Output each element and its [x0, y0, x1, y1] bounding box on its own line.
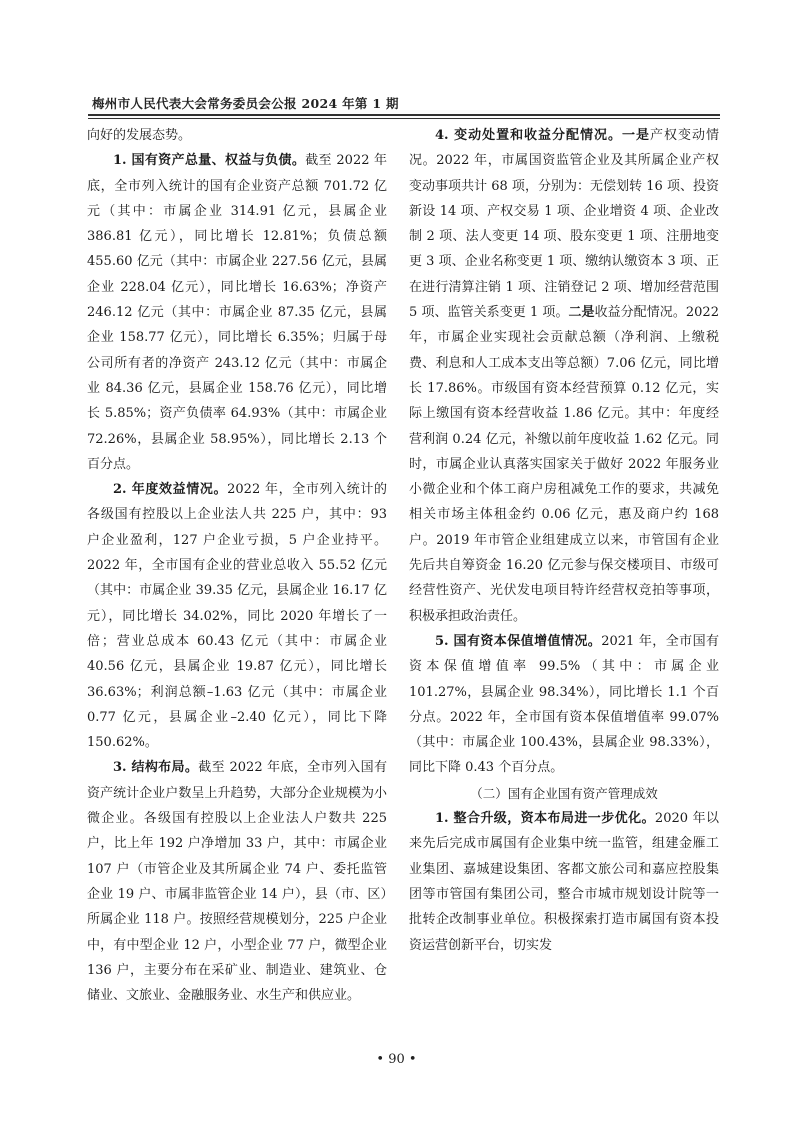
subsection-1-heading: 1. 整合升级，资本布局进一步优化。 [435, 811, 655, 827]
section-4-body-part2: 收益分配情况。2022 年，市属企业实现社会贡献总额（净利润、上缴税费、利息和人工成本支出等总额）7.06 亿元，同比增长 17.86%。市级国有资本经营预算 0.12 亿元，实际上缴国有资本经营收益 1.86 亿元。其中：年度经营利润 0.24 亿元，补缴以前年度收益 1.62 亿元。同时，市属企业认真落实国家关于做好 2022 年服务业小微企业和个体工商户房租减免工作的要求，共减免相关市场主体租金约 0.06 亿元，惠及商户约 168 户。2019 年市管企业组建成立以来，市管国有企业先后共自筹资金 16.20 亿元参与保交楼项目、市级可经营性资产、光伏发电项目特许经营权竞拍等事项，积极承担政治责任。 [409, 305, 719, 624]
subsection-title: （二）国有企业国有资产管理成效 [470, 785, 658, 801]
section-4-subheading: 二是 [568, 305, 595, 321]
section-5-body: 2021 年，全市国有资本保值增值率 99.5%（其中：市属企业 101.27%，县属企业 98.34%），同比增长 1.1 个百分点。2022 年，全市国有资本保值增值率 99.07%（其中：市属企业 100.43%，县属企业 98.33%），同比下降 0.43 个百分点。 [409, 633, 719, 776]
section-1-heading: 1. 国有资产总量、权益与负债。 [113, 153, 306, 169]
section-4-paragraph [409, 123, 719, 629]
section-5-heading: 5. 国有资本保值增值情况。 [435, 633, 602, 649]
paragraph-continuation: 向好的发展态势。 [87, 128, 192, 143]
section-4-body-part1: 产权变动情况。2022 年，市属国资监管企业及其所属企业产权变动事项共计 68 项，分别为：无偿划转 16 项、投资新设 14 项、产权交易 1 项、企业增资 4 项、企业改制 2 项、法人变更 14 项、股东变更 1 项、注册地变更 3 项、企业名称变更 1 项、缴纳认缴资本 3 项、正在进行清算注销 1 项、注销登记 2 项、增加经营范围 5 项、监管关系变更 1 项。 [409, 128, 719, 321]
bulletin-header: 梅州市人民代表大会常务委员会公报 2024 年第 1 期 [92, 96, 399, 111]
section-2-body: 2022 年，全市列入统计的各级国有控股以上企业法人共 225 户，其中：93 户企业盈利，127 户企业亏损，5 户企业持平。2022 年，全市国有企业的营业总收入 55.52 亿元（其中：市属企业 39.35 亿元，县属企业 16.17 亿元），同比增长 34.02%，同比 2020 年增长了一倍；营业总成本 60.43 亿元（其中：市属企业 40.56 亿元，县属企业 19.87 亿元），同比增长 36.63%；利润总额–1.63 亿元（其中：市属企业 0.77 亿元，县属企业–2.40 亿元），同比下降 150.62%。 [87, 482, 387, 751]
section-2-paragraph [87, 477, 387, 755]
subsection-1-paragraph [409, 806, 719, 958]
right-column [409, 123, 719, 958]
header-rule-thick [88, 114, 720, 116]
section-3-paragraph [87, 755, 387, 1008]
left-column [87, 123, 387, 1008]
page-number: • 90 • [376, 1052, 417, 1067]
section-3-heading: 3. 结构布局。 [113, 760, 199, 776]
section-1-paragraph [87, 148, 387, 477]
section-2-heading: 2. 年度效益情况。 [113, 482, 228, 498]
section-5-paragraph [409, 629, 719, 781]
header-rule-thin [88, 118, 720, 119]
subsection-1-body: 2020 年以来先后完成市属国有企业集中统一监管，组建金雁工业集团、嘉城建设集团、客都文旅公司和嘉应控股集团等市管国有集团公司，整合市城市规划设计院等一批转企改制事业单位。积极探索打造市属国有资本投资运营创新平台，切实发 [409, 811, 719, 953]
section-1-body: 截至 2022 年底，全市列入统计的国有企业资产总额 701.72 亿元（其中：市属企业 314.91 亿元，县属企业 386.81 亿元），同比增长 12.81%；负债总额 455.60 亿元（其中：市属企业 227.56 亿元，县属企业 228.04 亿元），同比增长 16.63%；净资产 246.12 亿元（其中：市属企业 87.35 亿元，县属企业 158.77 亿元），同比增长 6.35%；归属于母公司所有者的净资产 243.12 亿元（其中：市属企业 84.36 亿元，县属企业 158.76 亿元），同比增长 5.85%；资产负债率 64.93%（其中：市属企业 72.26%，县属企业 58.95%），同比增长 2.13 个百分点。 [87, 153, 387, 472]
section-3-body: 截至 2022 年底，全市列入国有资产统计企业户数呈上升趋势，大部分企业规模为小微企业。各级国有控股以上企业法人户数共 225 户，比上年 192 户净增加 33 户，其中：市属企业 107 户（市管企业及其所属企业 74 户、委托监管企业 19 户、市属非监管企业 14 户），县（市、区）所属企业 118 户。按照经营规模划分，225 户企业中，有中型企业 12 户，小型企业 77 户，微型企业 136 户，主要分布在采矿业、制造业、建筑业、仓储业、文旅业、金融服务业、水生产和供应业。 [87, 760, 387, 1004]
section-4-heading: 4. 变动处置和收益分配情况。一是 [435, 128, 650, 143]
